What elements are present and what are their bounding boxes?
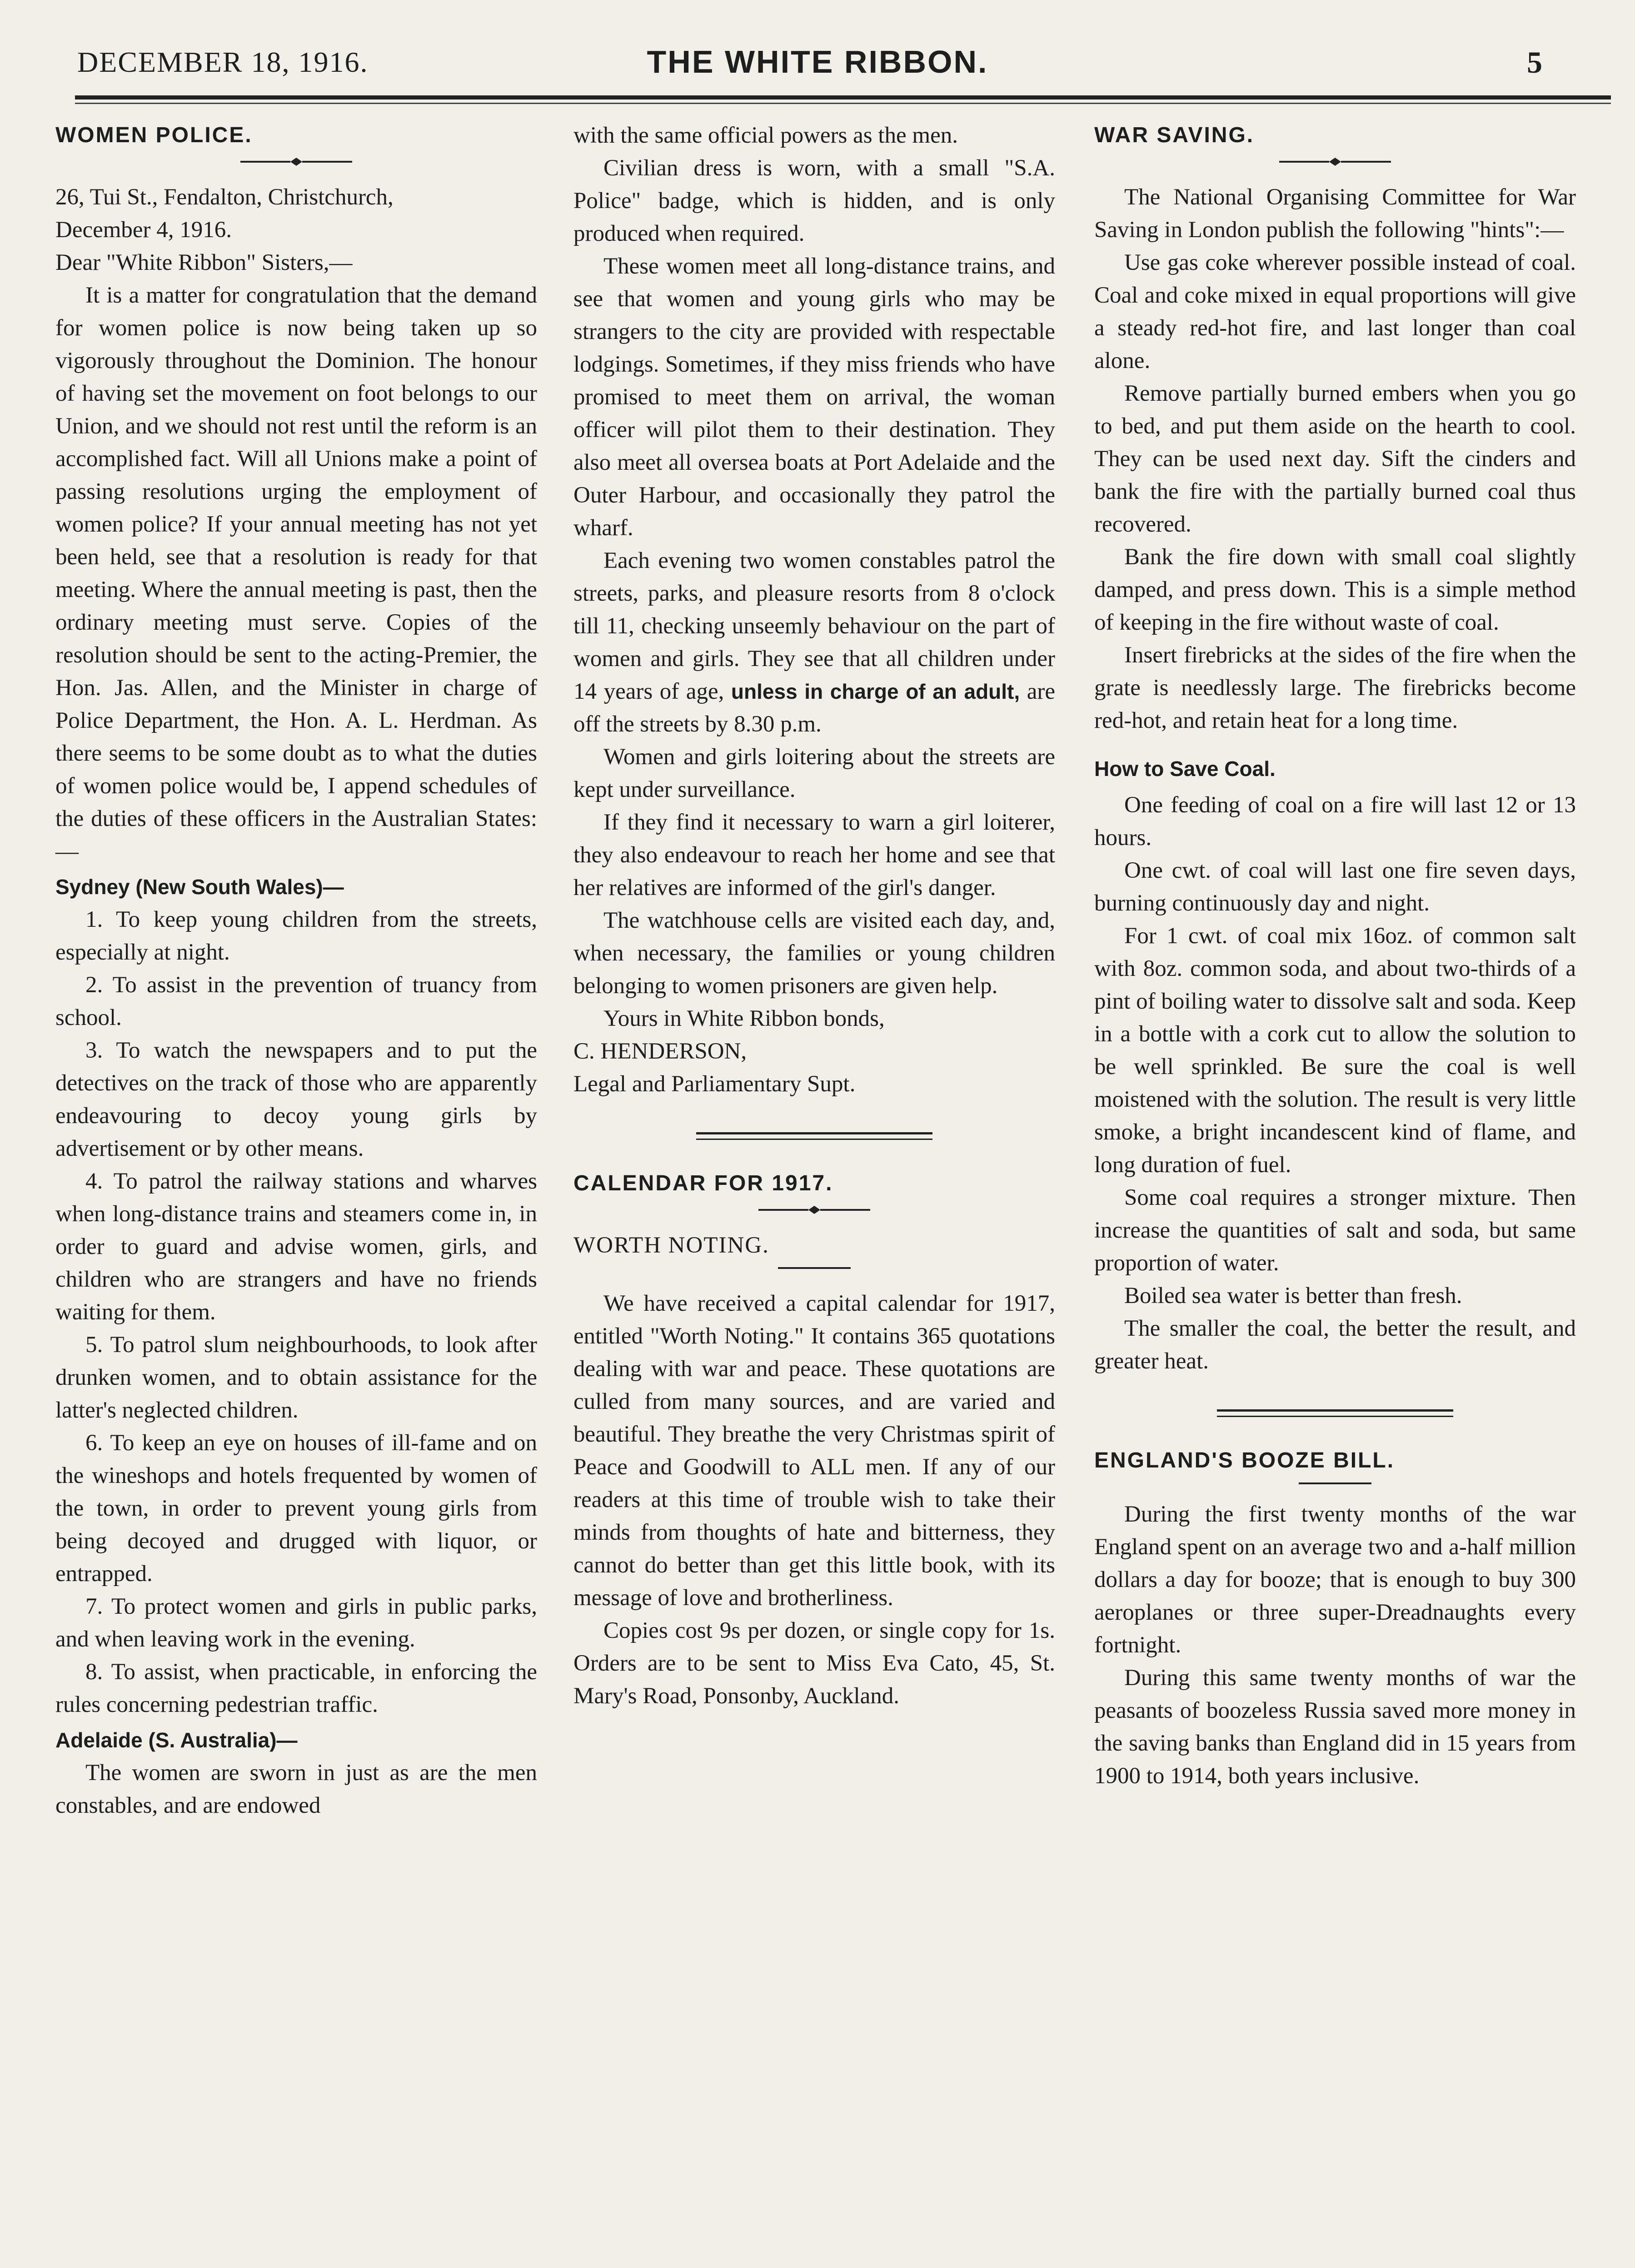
paragraph: These women meet all long-distance trains, and see that women and young girls who may be strangers to the city are provided with respectable lodgings. Sometimes, if they miss friends who have promised to meet them on arrival, the woman officer will pilot them to their destination. They also meet all oversea boats at Port Adelaide and the Outer Harbour, and occasionally they patrol the wharf. [573, 254, 1055, 541]
heading-ornament [573, 1204, 1055, 1215]
emphasis-text: unless in charge of an adult, [731, 680, 1020, 703]
text-run: Each evening two women constables patrol the streets, parks, and pleasure resorts from 8 o'clock till 11, checking unseemly behaviour on the part of women and girls. They see that all children under 14 years of age, [573, 548, 1055, 704]
paragraph: Bank the fire down with small coal slightly damped, and press down. This is a simple method of keeping in the fire without waste of coal. [1094, 544, 1576, 635]
paragraph: with the same official powers as the men. [573, 123, 958, 148]
duty-item: 6. To keep an eye on houses of ill-fame and on the wineshops and hotels frequented by women of the town, in order to prevent young girls from being decoyed and drugged with liquor, or entrapped. [55, 1430, 537, 1587]
heading-ornament [1094, 156, 1576, 167]
paragraph: Copies cost 9s per dozen, or single copy for 1s. Orders are to be sent to Miss Eva Cato, 45, St. Mary's Road, Ponsonby, Auckland. [573, 1618, 1055, 1709]
paragraph: During the first twenty months of the war England spent on an average two and a-half million dollars a day for booze; that is enough to buy 300 aeroplanes or three super-Dreadnaughts every fortnight. [1094, 1502, 1576, 1658]
paragraph: Remove partially burned embers when you go to bed, and put them aside on the hearth to cool. They can be used next day. Sift the cinders and bank the fire with the partially burned coal thus recovered. [1094, 381, 1576, 537]
duty-item: 4. To patrol the railway stations and wharves when long-distance trains and steamers come in, in order to guard and advise women, girls, and children who are strangers and have no friends waiting for them. [55, 1169, 537, 1325]
section-subheading-save-coal: How to Save Coal. [1094, 757, 1276, 781]
article-heading-women-police: WOMEN POLICE. [55, 123, 253, 147]
paragraph: Boiled sea water is better than fresh. [1124, 1283, 1462, 1308]
letter-signature: C. HENDERSON, [573, 1039, 747, 1064]
paragraph: Civilian dress is worn, with a small "S.A. Police" badge, which is hidden, and is only produced when required. [573, 155, 1055, 246]
duty-item: 2. To assist in the prevention of truancy from school. [55, 972, 537, 1030]
short-rule [1299, 1482, 1371, 1484]
paragraph: During this same twenty months of war the peasants of boozeless Russia saved more money in the saving banks than England did in 15 years from 1900 to 1914, both years inclusive. [1094, 1665, 1576, 1789]
letter-address: 26, Tui St., Fendalton, Christchurch, [55, 184, 394, 210]
section-divider [696, 1132, 932, 1140]
paragraph: Insert firebricks at the sides of the fire when the grate is needlessly large. The firebricks become red-hot, and retain heat for a long time. [1094, 642, 1576, 733]
paragraph: Use gas coke wherever possible instead of coal. Coal and coke mixed in equal proportions will give a steady red-hot fire, and last longer than coal alone. [1094, 250, 1576, 373]
header-rule-thin [75, 103, 1611, 104]
short-rule [778, 1267, 851, 1269]
paragraph: Women and girls loitering about the streets are kept under surveillance. [573, 744, 1055, 802]
duty-item: 1. To keep young children from the streets, especially at night. [55, 907, 537, 965]
paragraph: One feeding of coal on a fire will last 12 or 13 hours. [1094, 792, 1576, 850]
section-divider [1217, 1409, 1453, 1417]
paragraph: One cwt. of coal will last one fire seven days, burning continuously day and night. [1094, 858, 1576, 916]
paragraph [573, 544, 1055, 741]
issue-date: DECEMBER 18, 1916. [77, 46, 369, 78]
duty-item: 3. To watch the newspapers and to put the detectives on the track of those who are apparently endeavouring to decoy young girls by advertisement or by other means. [55, 1038, 537, 1161]
column-women-police [55, 119, 537, 1822]
paragraph: For 1 cwt. of coal mix 16oz. of common salt with 8oz. common soda, and about two-thirds of a pint of boiling water to dissolve salt and soda. Keep in a bottle with a cork cut to allow the solution to be well sprinkled. Be sure the coal is well moistened with the solution. The result is very little smoke, a bright incandescent kind of flame, and long duration of fuel. [1094, 923, 1576, 1178]
paragraph: The watchhouse cells are visited each day, and, when necessary, the families or young children belonging to women prisoners are given help. [573, 908, 1055, 999]
paragraph: If they find it necessary to warn a girl loiterer, they also endeavour to reach her home and see that her relatives are informed of the girl's danger. [573, 810, 1055, 900]
section-subheading-adelaide: Adelaide (S. Australia)— [55, 1728, 298, 1752]
article-heading-booze-bill: ENGLAND'S BOOZE BILL. [1094, 1448, 1395, 1472]
letter-date: December 4, 1916. [55, 217, 232, 243]
paragraph: Some coal requires a stronger mixture. Then increase the quantities of salt and soda, but same proportion of water. [1094, 1185, 1576, 1276]
header-rule [75, 95, 1611, 99]
heading-ornament [55, 156, 537, 167]
paragraph: We have received a capital calendar for 1917, entitled "Worth Noting." It contains 365 quotations dealing with war and peace. These quotations are culled from many sources, and are varied and beautiful. They breathe the very Christmas spirit of Peace and Goodwill to ALL men. If any of our readers at this time of trouble wish to take their minds from thoughts of hate and bitterness, they cannot do better than get this little book, with its message of love and brotherliness. [573, 1291, 1055, 1611]
signatory-office: Legal and Parliamentary Supt. [573, 1071, 856, 1097]
article-subtitle: WORTH NOTING. [573, 1233, 769, 1258]
page-header [0, 0, 1635, 104]
paragraph: It is a matter for congratulation that the demand for women police is now being taken up so vigorously throughout the Dominion. The honour of having set the movement on foot belongs to our Union, and we should not rest until the reform is an accomplished fact. Will all Unions make a point of passing resolutions urging the employment of women police? If your annual meeting has not yet been held, see that a resolution is ready for that meeting. Where the annual meeting is past, then the ordinary meeting must serve. Copies of the resolution should be sent to the acting-Premier, the Hon. Jas. Allen, and the Minister in charge of Police Department, the Hon. A. L. Herdman. As there seems to be some doubt as to what the duties of women police would be, I append schedules of the duties of these officers in the Australian States:— [55, 283, 537, 864]
article-heading-calendar: CALENDAR FOR 1917. [573, 1171, 833, 1195]
duty-item: 5. To patrol slum neighbourhoods, to look after drunken women, and to obtain assistance for the latter's neglected children. [55, 1332, 537, 1423]
paragraph: The National Organising Committee for War Saving in London publish the following "hints":— [1094, 184, 1576, 243]
column-continued [573, 119, 1055, 1712]
article-heading-war-saving: WAR SAVING. [1094, 123, 1255, 147]
column-war-saving [1094, 119, 1576, 1792]
page-number: 5 [1527, 45, 1542, 80]
masthead-title: THE WHITE RIBBON. [647, 44, 988, 80]
paragraph: The women are sworn in just as are the men constables, and are endowed [55, 1760, 537, 1818]
paragraph: The smaller the coal, the better the result, and greater heat. [1094, 1316, 1576, 1374]
text-run: are off the streets by 8.30 p.m. [573, 679, 1056, 737]
letter-salutation: Dear "White Ribbon" Sisters,— [55, 250, 353, 275]
section-subheading-sydney: Sydney (New South Wales)— [55, 875, 344, 899]
letter-closing: Yours in White Ribbon bonds, [603, 1006, 885, 1031]
duty-item: 7. To protect women and girls in public parks, and when leaving work in the evening. [55, 1594, 537, 1652]
duty-item: 8. To assist, when practicable, in enforcing the rules concerning pedestrian traffic. [55, 1659, 537, 1717]
